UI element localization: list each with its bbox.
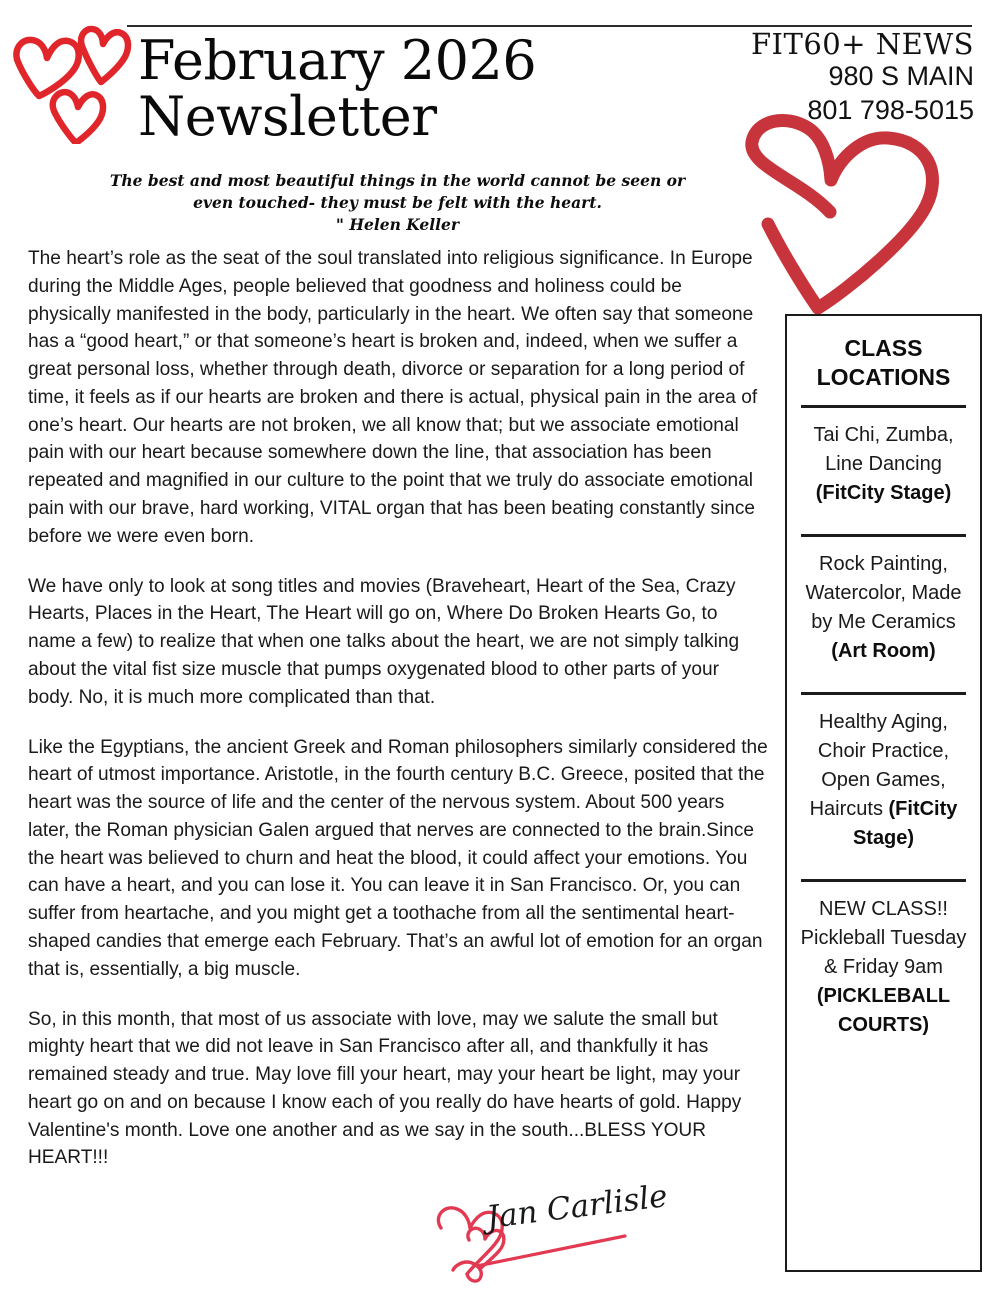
class-location-entry <box>787 537 980 680</box>
quote-line-1: The best and most beautiful things in the world cannot be seen or even touched- <box>109 171 686 212</box>
class-list: NEW CLASS!! Pickleball Tuesday & Friday 9am <box>800 897 967 978</box>
class-venue: (FitCity Stage) <box>815 481 952 504</box>
large-heart-icon <box>742 112 1000 317</box>
class-location-entry <box>787 408 980 522</box>
class-locations-sidebar <box>785 314 982 1272</box>
article-paragraph: Like the Egyptians, the ancient Greek and Roman philosophers similarly considered the heart of utmost importance. Aristotle, in the fourth century B.C. Greece, posited that the heart was the source of life and the center of the nervous system. About 500 years later, the Roman physician Galen argued that nerves are connected to the brain.Since the heart was believed to churn and heat the blood, it could affect your emotions. You can have a heart, and you can lose it. You can leave it in San Francisco. Or, you can suffer from heartache, and you might get a toothache from all the sentimental heart-shaped candies that emerge each February. That’s an awful lot of emotion for an organ that is, essentially, a big muscle. <box>28 736 768 980</box>
page-title <box>138 29 738 149</box>
class-venue: (PICKLEBALL COURTS) <box>816 984 951 1036</box>
pull-quote <box>105 170 690 236</box>
class-list: Tai Chi, Zumba, Line Dancing <box>813 423 954 475</box>
class-location-entry <box>787 882 980 1054</box>
class-venue: (Art Room) <box>831 639 936 662</box>
signature <box>425 1178 670 1288</box>
class-list: Rock Painting, Watercolor, Made by Me Ceramics <box>805 552 962 633</box>
class-list: Healthy Aging, Choir Practice, Open Games, Haircuts <box>809 710 950 820</box>
heart-cluster-icon <box>6 14 136 144</box>
signature-name: Jan Carlisle <box>484 1178 670 1236</box>
class-location-entry <box>787 695 980 867</box>
article-paragraph: The heart’s role as the seat of the soul translated into religious significance. In Europe during the Middle Ages, people believed that goodness and holiness could be physically manifested in the body, particularly in the heart. We often say that someone has a “good heart,” or that someone’s heart is broken and, indeed, when we suffer a great personal loss, whether through death, divorce or separation for a long period of time, it feels as if our hearts are broken and there is actual, physical pain in the area of one’s heart. Our hearts are not broken, we all know that; but we associate emotional pain with our heart because somewhere down the line, that association has been repeated and magnified in our culture to the point that we truly do associate emotional pain with our brave, hard working, VITAL organ that has been beating constantly since before we were even born. <box>28 248 758 547</box>
article-paragraph: We have only to look at song titles and movies (Braveheart, Heart of the Sea, Crazy Hearts, Places in the Heart, The Heart will go on, Where Do Broken Hearts Go, to name a few) to realize that when one talks about the heart, we are not simply talking about the vital fist size muscle that pumps oxygenated blood to other parts of your body. No, it is much more complicated than that. <box>28 575 740 708</box>
article-body <box>28 245 768 1172</box>
page-title-line-2: Newsletter <box>138 85 437 149</box>
quote-attribution: " Helen Keller <box>335 215 460 234</box>
brand-phone: 801 798-5015 <box>807 95 974 126</box>
quote-line-2: they must be felt with the heart. <box>320 193 602 212</box>
sidebar-heading: CLASS LOCATIONS <box>816 335 951 391</box>
article-paragraph: So, in this month, that most of us associate with love, may we salute the small but mighty heart that we did not leave in San Francisco after all, and thankfully it has remained steady and true. May love fill your heart, may your heart be light, may your heart go on and on because I know each of you really do have hearts of gold. Happy Valentine's month. Love one another and as we say in the south...BLESS YOUR HEART!!! <box>28 1008 742 1169</box>
page-title-line-1: February 2026 <box>138 29 537 92</box>
class-venue: (FitCity Stage) <box>852 797 958 849</box>
brand-name: FIT60+ NEWS <box>750 27 974 61</box>
brand-address: 980 S MAIN <box>828 61 974 91</box>
